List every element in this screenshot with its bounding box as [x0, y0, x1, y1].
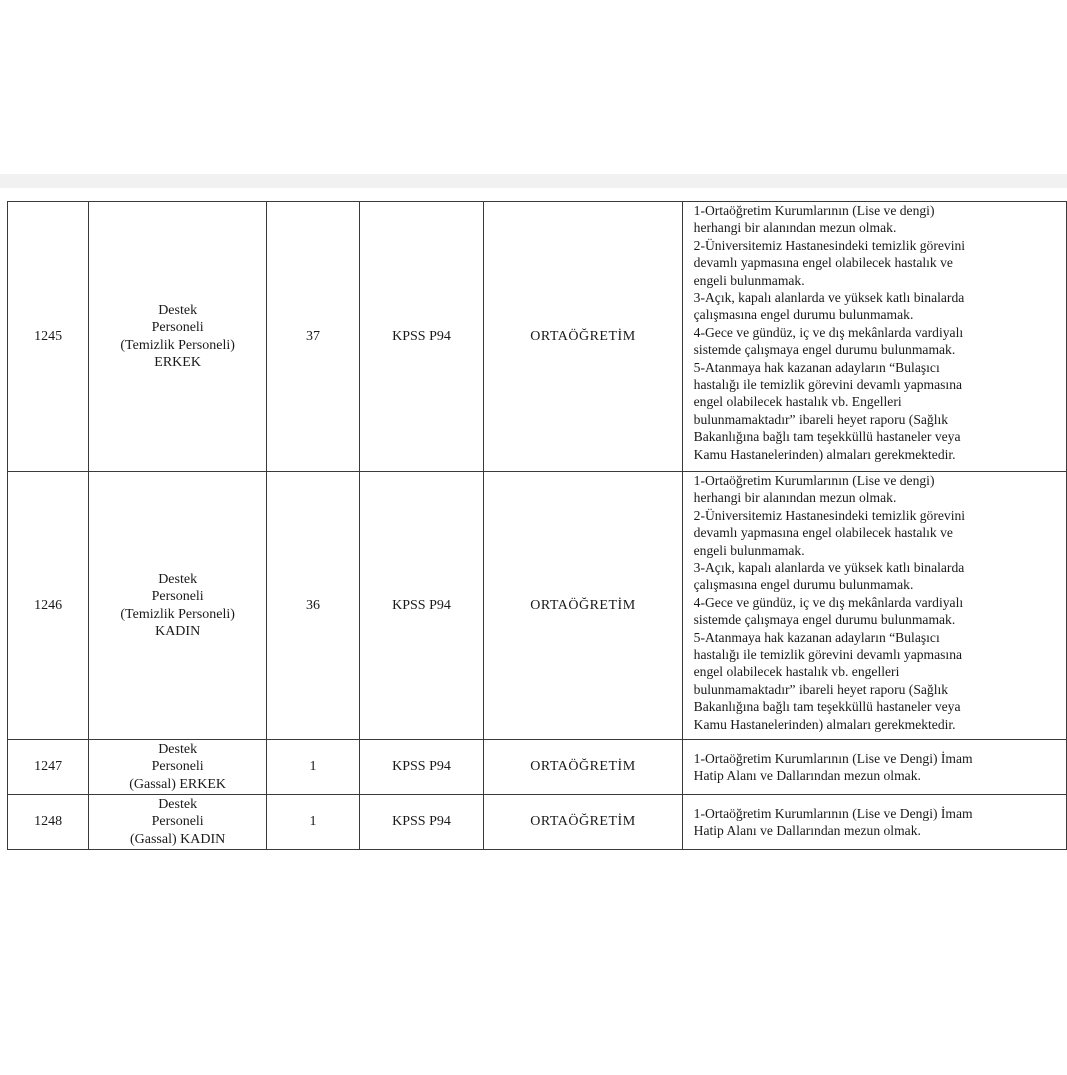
requirement-line: Bakanlığına bağlı tam teşekküllü hastaneler veya [693, 699, 961, 715]
education-level: ORTAÖĞRETİM [484, 740, 682, 795]
position-title [89, 202, 267, 472]
requirement-line: engel olabilecek hastalık vb. engelleri [693, 664, 900, 680]
position-count: 1 [267, 795, 360, 850]
position-title-line: Destek [158, 741, 198, 757]
requirement-line: Hatip Alanı ve Dallarından mezun olmak. [693, 823, 921, 838]
position-title-line: ERKEK [154, 354, 201, 370]
position-count: 37 [267, 202, 360, 472]
score-type: KPSS P94 [359, 740, 483, 795]
position-title-line: Personeli [151, 759, 204, 775]
education-level: ORTAÖĞRETİM [484, 472, 682, 740]
requirement-line: bulunmamaktadır” ibareli heyet raporu (Sağlık [693, 411, 949, 427]
requirement-line: 2-Üniversitemiz Hastanesindeki temizlik görevini [693, 237, 966, 253]
requirement-line: engeli bulunmamak. [693, 272, 805, 288]
position-title [89, 740, 267, 795]
requirement-line: 3-Açık, kapalı alanlarda ve yüksek katlı binalarda [693, 290, 965, 306]
position-title-line: (Gassal) ERKEK [129, 776, 227, 792]
requirement-line: devamlı yapmasına engel olabilecek hastalık ve [693, 255, 953, 271]
table-row [8, 472, 1067, 740]
requirement-line: bulunmamaktadır” ibareli heyet raporu (Sağlık [693, 681, 949, 697]
requirement-line: çalışmasına engel durumu bulunmamak. [693, 307, 914, 323]
requirement-line: Kamu Hastanelerinden) almaları gerekmektedir. [693, 446, 956, 462]
position-title-line: Destek [158, 302, 198, 318]
requirement-line: 5-Atanmaya hak kazanan adayların “Bulaşıcı [693, 359, 940, 375]
education-level: ORTAÖĞRETİM [484, 795, 682, 850]
requirement-line: engeli bulunmamak. [693, 542, 805, 558]
score-type: KPSS P94 [359, 472, 483, 740]
requirement-line: 1-Ortaöğretim Kurumlarının (Lise ve Dengi) İmam [693, 750, 973, 766]
requirement-line: herhangi bir alanından mezun olmak. [693, 490, 897, 506]
table-row [8, 740, 1067, 795]
table-row [8, 202, 1067, 472]
requirement-line: 2-Üniversitemiz Hastanesindeki temizlik görevini [693, 507, 966, 523]
position-title-line: Destek [158, 571, 198, 587]
position-count: 36 [267, 472, 360, 740]
requirement-line: çalışmasına engel durumu bulunmamak. [693, 577, 914, 593]
requirement-line: 4-Gece ve gündüz, iç ve dış mekânlarda vardiyalı [693, 324, 964, 340]
requirement-line: devamlı yapmasına engel olabilecek hastalık ve [693, 525, 953, 541]
position-title-line: Personeli [151, 589, 204, 605]
page-top-band [0, 174, 1067, 188]
requirement-line: Bakanlığına bağlı tam teşekküllü hastaneler veya [693, 429, 961, 445]
score-type: KPSS P94 [359, 202, 483, 472]
requirements-cell [682, 202, 1066, 472]
requirement-line: 1-Ortaöğretim Kurumlarının (Lise ve dengi) [693, 203, 935, 218]
position-code: 1248 [8, 795, 89, 850]
position-title-line: (Temizlik Personeli) [120, 337, 235, 353]
position-title [89, 795, 267, 850]
position-code: 1246 [8, 472, 89, 740]
requirement-line: sistemde çalışmaya engel durumu bulunmamak. [693, 612, 956, 628]
requirement-line: sistemde çalışmaya engel durumu bulunmamak. [693, 342, 956, 358]
requirement-line: Hatip Alanı ve Dallarından mezun olmak. [693, 768, 921, 783]
position-title [89, 472, 267, 740]
position-title-line: (Temizlik Personeli) [120, 606, 235, 622]
position-code: 1245 [8, 202, 89, 472]
requirements-cell [682, 740, 1066, 795]
position-table [7, 201, 1067, 850]
requirement-line: 4-Gece ve gündüz, iç ve dış mekânlarda vardiyalı [693, 594, 964, 610]
requirement-line: engel olabilecek hastalık vb. Engelleri [693, 394, 902, 410]
requirements-cell [682, 795, 1066, 850]
requirement-line: hastalığı ile temizlik görevini devamlı yapmasına [693, 377, 963, 393]
position-title-line: Personeli [151, 320, 204, 336]
position-code: 1247 [8, 740, 89, 795]
table-row [8, 795, 1067, 850]
position-title-line: (Gassal) KADIN [130, 831, 226, 847]
education-level: ORTAÖĞRETİM [484, 202, 682, 472]
position-title-line: Destek [158, 796, 198, 812]
requirements-cell [682, 472, 1066, 740]
requirement-line: Kamu Hastanelerinden) almaları gerekmektedir. [693, 716, 956, 732]
requirement-line: 3-Açık, kapalı alanlarda ve yüksek katlı binalarda [693, 560, 965, 576]
requirement-line: hastalığı ile temizlik görevini devamlı yapmasına [693, 647, 963, 663]
requirement-line: herhangi bir alanından mezun olmak. [693, 220, 897, 236]
position-title-line: Personeli [151, 814, 204, 830]
position-title-line: KADIN [155, 623, 201, 639]
requirement-line: 1-Ortaöğretim Kurumlarının (Lise ve Dengi) İmam [693, 805, 973, 821]
requirement-line: 5-Atanmaya hak kazanan adayların “Bulaşıcı [693, 629, 940, 645]
score-type: KPSS P94 [359, 795, 483, 850]
requirement-line: 1-Ortaöğretim Kurumlarının (Lise ve dengi) [693, 473, 935, 488]
position-count: 1 [267, 740, 360, 795]
